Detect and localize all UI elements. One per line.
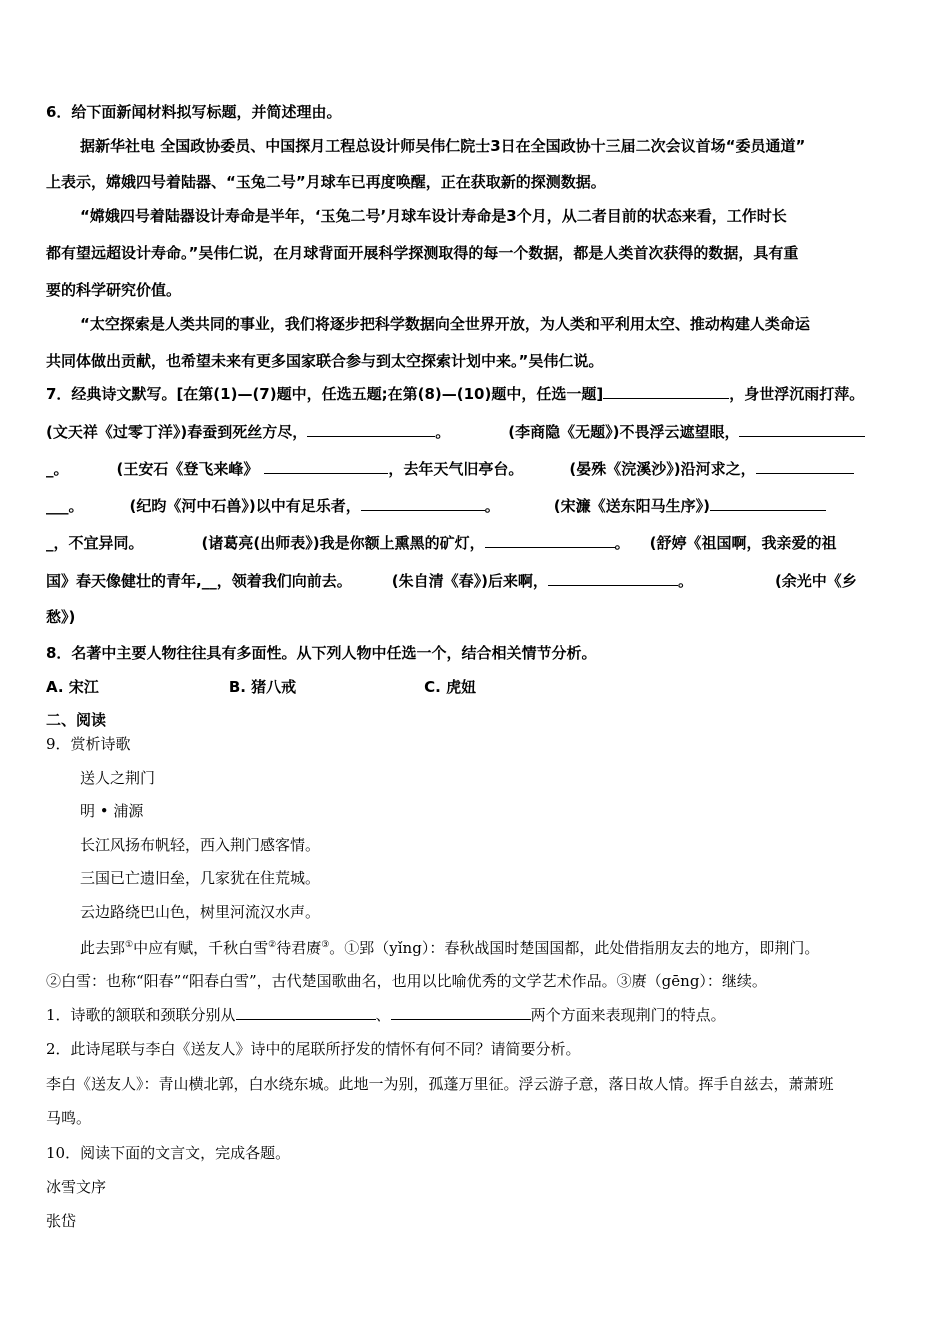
q7-text: __，领着我们向前去。 — [201, 572, 352, 590]
q6-paragraph-1a: 据新华社电 全国政协委员、中国探月工程总设计师吴伟仁院士3日在全国政协十三届二次会议首场“委员通道” — [80, 137, 806, 155]
li-bai-poem-line-2: 马鸣。 — [46, 1109, 92, 1127]
q7-line-6 — [46, 570, 857, 592]
q7-text: (诸葛亮(出师表》)我是你额上熏黑的矿灯， — [201, 534, 485, 552]
q7-line-4 — [46, 495, 826, 517]
q7-text: (王安石《登飞来峰》 — [116, 460, 259, 478]
li-bai-poem-line-1: 李白《送友人》：青山横北郭，白水绕东城。此地一为别，孤蓬万里征。浮云游子意，落日故人情。挥手自兹去，萧萧班 — [46, 1075, 834, 1093]
answer-blank[interactable] — [710, 496, 826, 511]
q10-author: 张岱 — [46, 1212, 77, 1230]
answer-blank[interactable] — [739, 422, 865, 437]
answer-blank[interactable] — [485, 533, 615, 548]
q7-text: (朱自清《春》)后来啊， — [391, 572, 548, 590]
q9-text: 1．诗歌的颔联和颈联分别从 — [46, 1006, 236, 1024]
q7-line-3 — [46, 458, 854, 480]
q6-paragraph-3b: 共同体做出贡献，也希望未来有更多国家联合参与到太空探索计划中来。”吴伟仁说。 — [46, 352, 604, 370]
poem-line-1: 长江风扬布帆轻，西入荆门感客情。 — [80, 836, 321, 854]
q6-prompt: 6．给下面新闻材料拟写标题，并简述理由。 — [46, 103, 342, 121]
answer-blank[interactable] — [548, 571, 678, 586]
poem-line-2: 三国已亡遗旧垒，几家犹在住荒城。 — [80, 869, 321, 887]
q7-text: (李商隐《无题》)不畏浮云遮望眼， — [508, 423, 740, 441]
poem-line-3: 云边路绕巴山色，树里河流汉水声。 — [80, 903, 321, 921]
q10-title: 冰雪文序 — [46, 1178, 107, 1196]
poem-text: 中应有赋，千秋白雪 — [133, 939, 269, 957]
poem-text: 此去郢 — [80, 939, 126, 957]
q9-subquestion-2: 2．此诗尾联与李白《送友人》诗中的尾联所抒发的情怀有何不同？请简要分析。 — [46, 1040, 581, 1058]
q7-text: 。 — [614, 534, 630, 552]
answer-blank[interactable] — [391, 1005, 531, 1020]
q7-text: (舒婷《祖国啊，我亲爱的祖 — [649, 534, 837, 552]
q8-options — [46, 676, 476, 698]
q7-text: 。 — [435, 423, 451, 441]
q7-text: _，不宜异同。 — [46, 534, 144, 552]
q7-text: 国》春天像健壮的青年, — [46, 572, 202, 590]
answer-blank[interactable] — [756, 459, 854, 474]
q7-line-2 — [46, 421, 865, 443]
q7-text: ___。 — [46, 497, 84, 515]
footnote-text: 。①郢（yǐng）：春秋战国时楚国国都，此处借指朋友去的地方，即荆门。 — [329, 939, 820, 957]
q7-text: 。 — [484, 497, 500, 515]
section-heading: 二、阅读 — [46, 711, 107, 729]
poem-author: 明 • 浦源 — [80, 802, 144, 820]
answer-blank[interactable] — [264, 459, 388, 474]
answer-blank[interactable] — [361, 496, 485, 511]
q6-paragraph-2c: 要的科学研究价值。 — [46, 281, 182, 299]
q9-subquestion-1 — [46, 1004, 726, 1026]
q9-text: 、 — [375, 1006, 391, 1024]
q7-text: (文天祥《过零丁洋》)春蚕到死丝方尽， — [46, 423, 308, 441]
answer-blank[interactable] — [603, 384, 729, 399]
q6-paragraph-2b: 都有望远超设计寿命。”吴伟仁说，在月球背面开展科学探测取得的每一个数据，都是人类首次获得的数据，具有重 — [46, 244, 799, 262]
footnote-marker: ① — [125, 940, 134, 950]
answer-blank[interactable] — [236, 1005, 376, 1020]
q7-text: (宋濂《送东阳马生序》) — [553, 497, 710, 515]
poem-text: 待君赓 — [276, 939, 322, 957]
q6-paragraph-3a: “太空探索是人类共同的事业，我们将逐步把科学数据向全世界开放，为人类和平利用太空、推动构建人类命运 — [80, 315, 810, 333]
q7-text: 。 — [677, 572, 693, 590]
q8-prompt: 8．名著中主要人物往往具有多面性。从下列人物中任选一个，结合相关情节分析。 — [46, 644, 597, 662]
q7-text: (余光中《乡 — [774, 572, 857, 590]
q7-line-1 — [46, 383, 864, 405]
q10-prompt: 10．阅读下面的文言文，完成各题。 — [46, 1144, 291, 1162]
q7-text: ，身世浮沉雨打萍。 — [729, 385, 865, 403]
answer-blank[interactable] — [307, 422, 435, 437]
poem-title: 送人之荆门 — [80, 769, 156, 787]
q7-text: (纪昀《河中石兽》)以中有足乐者， — [129, 497, 361, 515]
q7-line-7: 愁》) — [46, 608, 76, 626]
poem-notes: ②白雪：也称“阳春”“阳春白雪”，古代楚国歌曲名，也用以比喻优秀的文学艺术作品。③赓（gēng）：继续。 — [46, 972, 767, 990]
q9-prompt: 9．赏析诗歌 — [46, 735, 131, 753]
q7-line-5 — [46, 532, 836, 554]
q7-text: (晏殊《浣溪沙》)沿河求之， — [569, 460, 756, 478]
footnote-marker: ② — [268, 940, 277, 950]
q9-text: 两个方面来表现荆门的特点。 — [530, 1006, 726, 1024]
q7-text: _。 — [46, 460, 69, 478]
q6-paragraph-1b: 上表示，嫦娥四号着陆器、“玉兔二号”月球车已再度唤醒，正在获取新的探测数据。 — [46, 173, 606, 191]
poem-line-4 — [80, 934, 819, 959]
q7-instruction: 7．经典诗文默写。[在第(1)—(7)题中，任选五题;在第(8)—(10)题中，任选一题] — [46, 385, 604, 403]
footnote-marker: ③ — [321, 940, 330, 950]
q7-text: ，去年天气旧亭台。 — [388, 460, 524, 478]
q6-paragraph-2a: “嫦娥四号着陆器设计寿命是半年，‘玉兔二号’月球车设计寿命是3个月，从二者目前的状态来看，工作时长 — [80, 207, 787, 225]
q8-option-a: A. 宋江 — [46, 678, 99, 696]
q8-option-c: C. 虎妞 — [424, 678, 477, 696]
q8-option-b: B. 猪八戒 — [228, 678, 297, 696]
